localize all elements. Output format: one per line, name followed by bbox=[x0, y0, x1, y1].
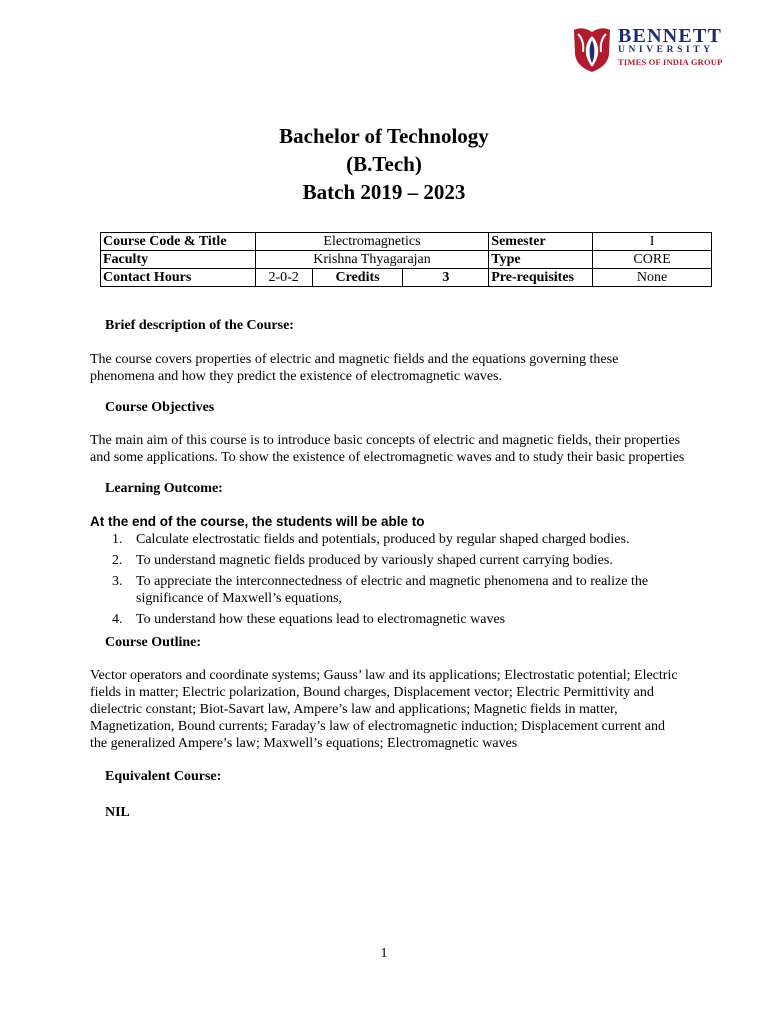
learning-outcome-heading: Learning Outcome: bbox=[105, 481, 223, 496]
course-title-value: Electromagnetics bbox=[255, 233, 489, 251]
list-item bbox=[112, 611, 672, 628]
batch-title: Batch 2019 – 2023 bbox=[302, 180, 466, 204]
prerequisites-value: None bbox=[593, 269, 712, 287]
course-objectives-heading: Course Objectives bbox=[105, 400, 215, 415]
list-item bbox=[112, 573, 672, 607]
text-line: The main aim of this course is to introduce basic concepts of electric and magnetic fields, their properties bbox=[90, 433, 681, 448]
faculty-value: Krishna Thyagarajan bbox=[255, 251, 489, 269]
list-item bbox=[112, 531, 672, 548]
list-item-text: To understand how these equations lead to electromagnetic waves bbox=[136, 612, 506, 627]
page-number: 1 bbox=[380, 946, 388, 961]
list-item-number: 4. bbox=[112, 612, 123, 627]
text-line: The course covers properties of electric and magnetic fields and the equations governing these bbox=[90, 352, 619, 367]
list-item-text: To understand magnetic fields produced by variously shaped current carrying bodies. bbox=[136, 553, 613, 568]
list-item bbox=[112, 552, 672, 569]
logo-name: BENNETT bbox=[618, 25, 722, 47]
credits-label: Credits bbox=[312, 269, 403, 287]
list-item-text-continued: significance of Maxwell’s equations, bbox=[136, 591, 343, 606]
list-item-text: To appreciate the interconnectedness of electric and magnetic phenomena and to realize the bbox=[136, 574, 649, 589]
learning-outcome-list bbox=[112, 531, 672, 632]
text-line: the generalized Ampere’s law; Maxwell’s equations; Electromagnetic waves bbox=[90, 736, 518, 751]
course-outline-text bbox=[90, 667, 690, 752]
logo-university: UNIVERSITY bbox=[618, 45, 714, 55]
semester-value: I bbox=[593, 233, 712, 251]
table-row bbox=[101, 251, 712, 269]
faculty-label: Faculty bbox=[101, 251, 256, 269]
program-abbrev: (B.Tech) bbox=[346, 152, 422, 176]
type-label: Type bbox=[489, 251, 593, 269]
credits-value: 3 bbox=[403, 269, 489, 287]
course-objectives-text bbox=[90, 432, 690, 466]
list-item-number: 3. bbox=[112, 574, 123, 589]
university-logo bbox=[572, 26, 732, 74]
text-line: and some applications. To show the existence of electromagnetic waves and to study their basic properties bbox=[90, 450, 685, 465]
text-line: dielectric constant; Biot-Savart law, Ampere’s law and applications; Magnetic fields in matter, bbox=[90, 702, 618, 717]
course-outline-heading: Course Outline: bbox=[105, 635, 202, 650]
text-line: Magnetization, Bound currents; Faraday’s law of electromagnetic induction; Displacement current and bbox=[90, 719, 665, 734]
table-row bbox=[101, 269, 712, 287]
brief-description-heading: Brief description of the Course: bbox=[105, 318, 294, 333]
logo-group: TIMES OF INDIA GROUP bbox=[618, 57, 723, 67]
text-line: phenomena and how they predict the existence of electromagnetic waves. bbox=[90, 369, 503, 384]
contact-hours-label: Contact Hours bbox=[101, 269, 256, 287]
equivalent-course-value: NIL bbox=[105, 805, 130, 820]
learning-outcome-lead: At the end of the course, the students will be able to bbox=[90, 514, 425, 529]
equivalent-course-heading: Equivalent Course: bbox=[105, 769, 222, 784]
text-line: Vector operators and coordinate systems; Gauss’ law and its applications; Electrostatic potential; Electric bbox=[90, 668, 678, 683]
list-item-text: Calculate electrostatic fields and potentials, produced by regular shaped charged bodies. bbox=[136, 532, 630, 547]
course-code-title-label: Course Code & Title bbox=[101, 233, 256, 251]
prerequisites-label: Pre-requisites bbox=[489, 269, 593, 287]
bennett-crest-icon bbox=[572, 26, 612, 72]
semester-label: Semester bbox=[489, 233, 593, 251]
course-info-table bbox=[100, 232, 712, 287]
brief-description-text bbox=[90, 351, 690, 385]
program-title: Bachelor of Technology bbox=[279, 124, 489, 148]
table-row bbox=[101, 233, 712, 251]
list-item-number: 1. bbox=[112, 532, 123, 547]
text-line: fields in matter; Electric polarization, Bound charges, Displacement vector; Electric Permittivity and bbox=[90, 685, 654, 700]
list-item-number: 2. bbox=[112, 553, 123, 568]
contact-hours-value: 2-0-2 bbox=[255, 269, 312, 287]
type-value: CORE bbox=[593, 251, 712, 269]
